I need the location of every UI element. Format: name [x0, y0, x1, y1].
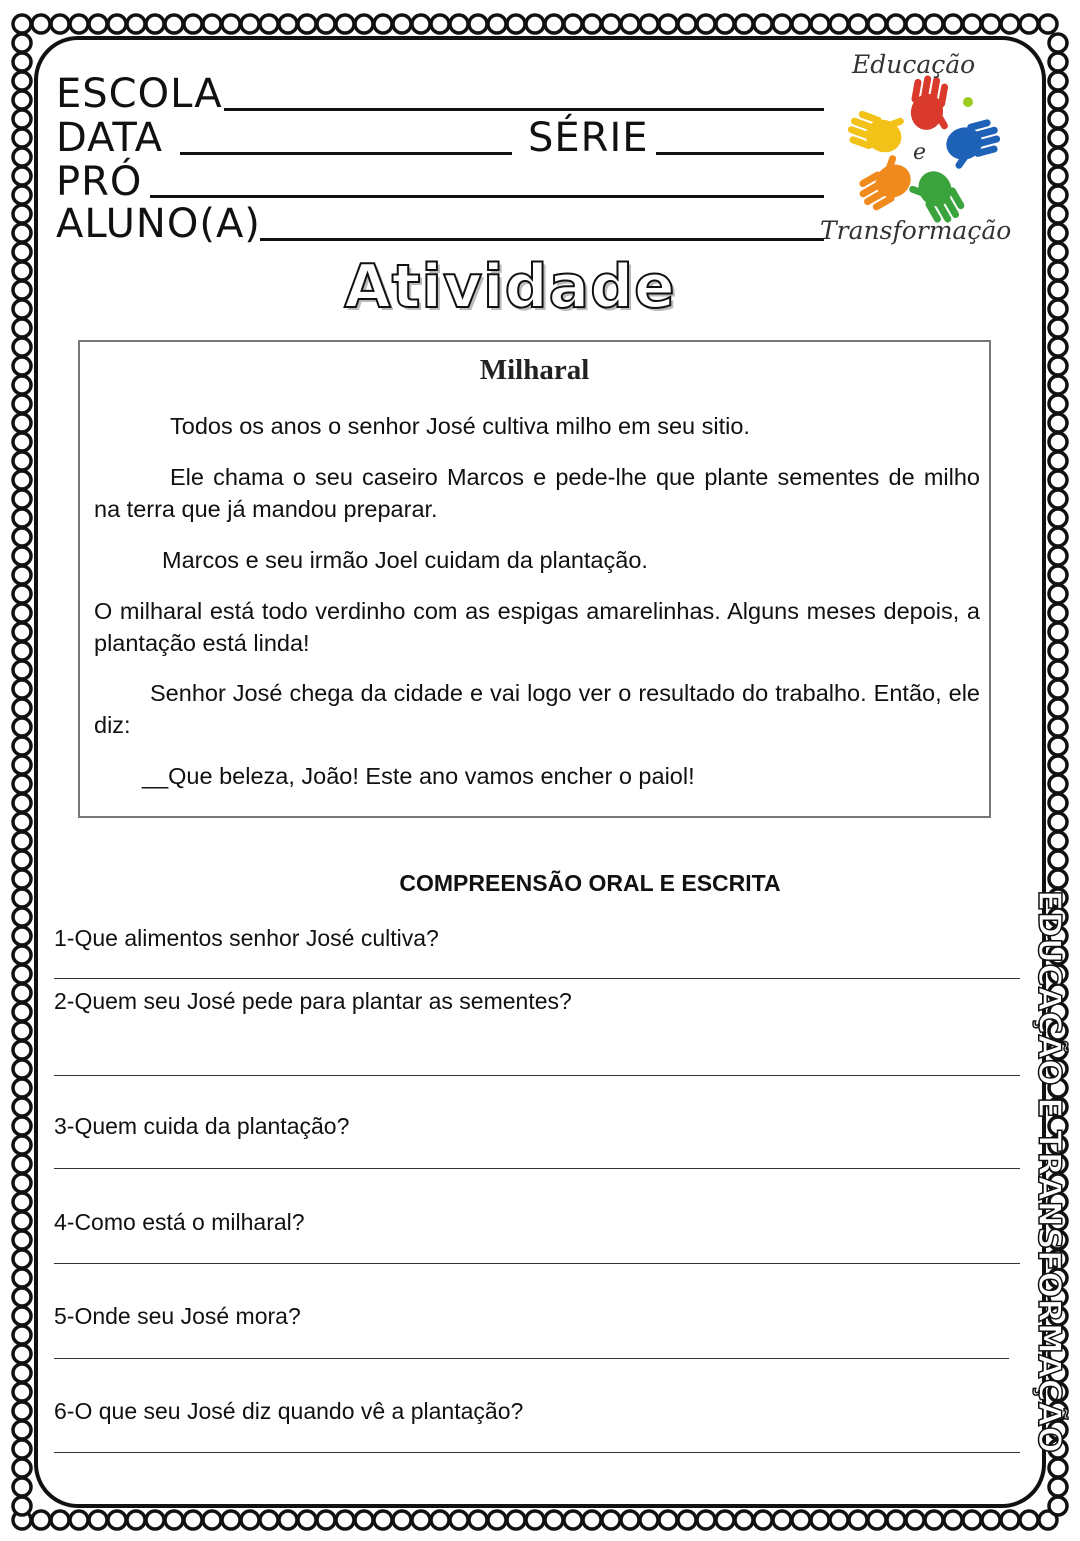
date-line[interactable] — [180, 152, 512, 155]
story-box — [78, 340, 991, 818]
answer-line-5[interactable] — [54, 1358, 1009, 1359]
answer-line-1[interactable] — [54, 978, 1020, 979]
story-paragraph-2: Ele chama o seu caseiro Marcos e pede-lhe que plante sementes de milho na terra que já mandou preparar. — [94, 464, 980, 522]
grade-label: SÉRIE — [528, 115, 649, 161]
question-6: 6-O que seu José diz quando vê a plantação? — [54, 1398, 524, 1424]
school-line[interactable] — [224, 108, 824, 111]
side-watermark-text: EDUCAÇÃO E TRANSFORMAÇÃO — [1031, 890, 1067, 1454]
logo-bottom-text: Transformação — [820, 216, 1012, 245]
page-title: Atividade — [344, 252, 676, 322]
question-2: 2-Quem seu José pede para plantar as sementes? — [54, 988, 572, 1014]
story-title: Milharal — [479, 354, 590, 386]
hand-print-1 — [907, 73, 958, 133]
story-paragraph-3: Marcos e seu irmão Joel cuidam da plantação. — [162, 547, 648, 573]
logo — [818, 44, 1033, 259]
grade-line[interactable] — [656, 152, 824, 155]
student-line[interactable] — [260, 238, 824, 241]
question-1: 1-Que alimentos senhor José cultiva? — [54, 925, 439, 951]
section-title: COMPREENSÃO ORAL E ESCRITA — [399, 870, 781, 896]
teacher-line[interactable] — [150, 195, 824, 198]
question-4: 4-Como está o milharal? — [54, 1209, 305, 1235]
logo-top-text: Educação — [852, 50, 976, 79]
answer-line-2[interactable] — [54, 1075, 1020, 1076]
logo-middle-text: e — [913, 140, 927, 165]
story-paragraph-5: Senhor José chega da cidade e vai logo ver o resultado do trabalho. Então, ele diz: — [94, 680, 980, 738]
hand-print-4 — [850, 151, 918, 214]
school-label: ESCOLA — [56, 71, 223, 117]
story-paragraph-6: __Que beleza, João! Este ano vamos encher o paiol! — [142, 763, 695, 789]
question-3: 3-Quem cuida da plantação? — [54, 1113, 350, 1139]
date-label: DATA — [56, 115, 164, 161]
student-label: ALUNO(A) — [56, 201, 261, 247]
story-paragraph-1: Todos os anos o senhor José cultiva milho em seu sitio. — [170, 413, 750, 439]
answer-line-6[interactable] — [54, 1452, 1020, 1453]
question-5: 5-Onde seu José mora? — [54, 1303, 301, 1329]
hand-print-2 — [844, 101, 909, 159]
teacher-label: PRÓ — [56, 159, 143, 205]
side-watermark — [1023, 890, 1067, 1454]
story-paragraph-4: O milharal está todo verdinho com as espigas amarelinhas. Alguns meses depois, a plantação está linda! — [94, 598, 980, 656]
answer-line-3[interactable] — [54, 1168, 1020, 1169]
answer-line-4[interactable] — [54, 1263, 1020, 1264]
hand-print-3 — [942, 117, 1005, 172]
